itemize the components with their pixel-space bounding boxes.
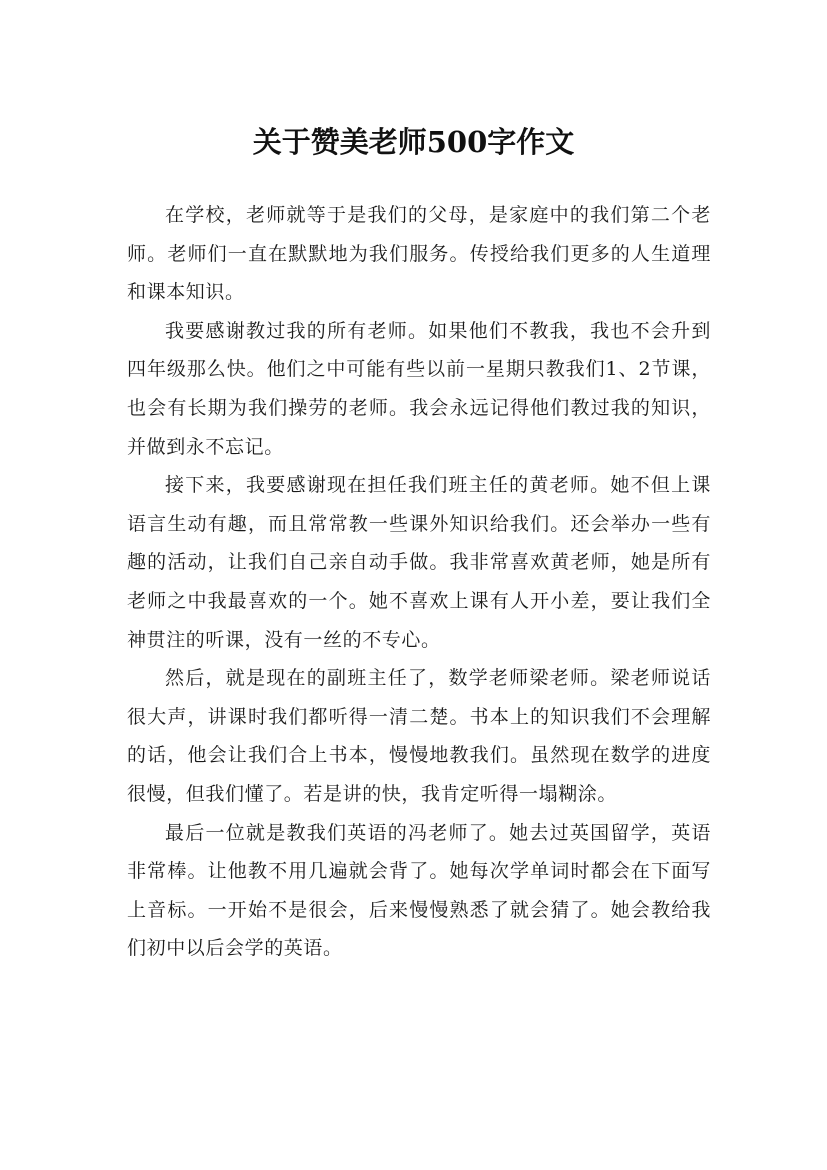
document-title: 关于赞美老师500字作文 xyxy=(252,125,575,160)
paragraph-3: 接下来，我要感谢现在担任我们班主任的黄老师。她不但上课语言生动有趣，而且常常教一些课外知识给我们。还会举办一些有趣的活动，让我们自己亲自动手做。我非常喜欢黄老师，她是所有老师之中我最喜欢的一个。她不喜欢上课有人开小差，要让我们全神贯注的听课，没有一丝的不专心。 xyxy=(127,474,711,651)
essay-body xyxy=(127,196,711,968)
paragraph-2: 我要感谢教过我的所有老师。如果他们不教我，我也不会升到四年级那么快。他们之中可能有些以前一星期只教我们1、2节课，也会有长期为我们操劳的老师。我会永远记得他们教过我的知识，并做到永不忘记。 xyxy=(127,319,711,458)
paragraph-4: 然后，就是现在的副班主任了，数学老师梁老师。梁老师说话很大声，讲课时我们都听得一清二楚。书本上的知识我们不会理解的话，他会让我们合上书本，慢慢地教我们。虽然现在数学的进度很慢，但我们懂了。若是讲的快，我肯定听得一塌糊涂。 xyxy=(127,667,711,805)
paragraph-1: 在学校，老师就等于是我们的父母，是家庭中的我们第二个老师。老师们一直在默默地为我们服务。传授给我们更多的人生道理和课本知识。 xyxy=(127,204,711,304)
paragraph-5: 最后一位就是教我们英语的冯老师了。她去过英国留学，英语非常棒。让他教不用几遍就会背了。她每次学单词时都会在下面写上音标。一开始不是很会，后来慢慢熟悉了就会猜了。她会教给我们初中以后会学的英语。 xyxy=(127,821,711,960)
